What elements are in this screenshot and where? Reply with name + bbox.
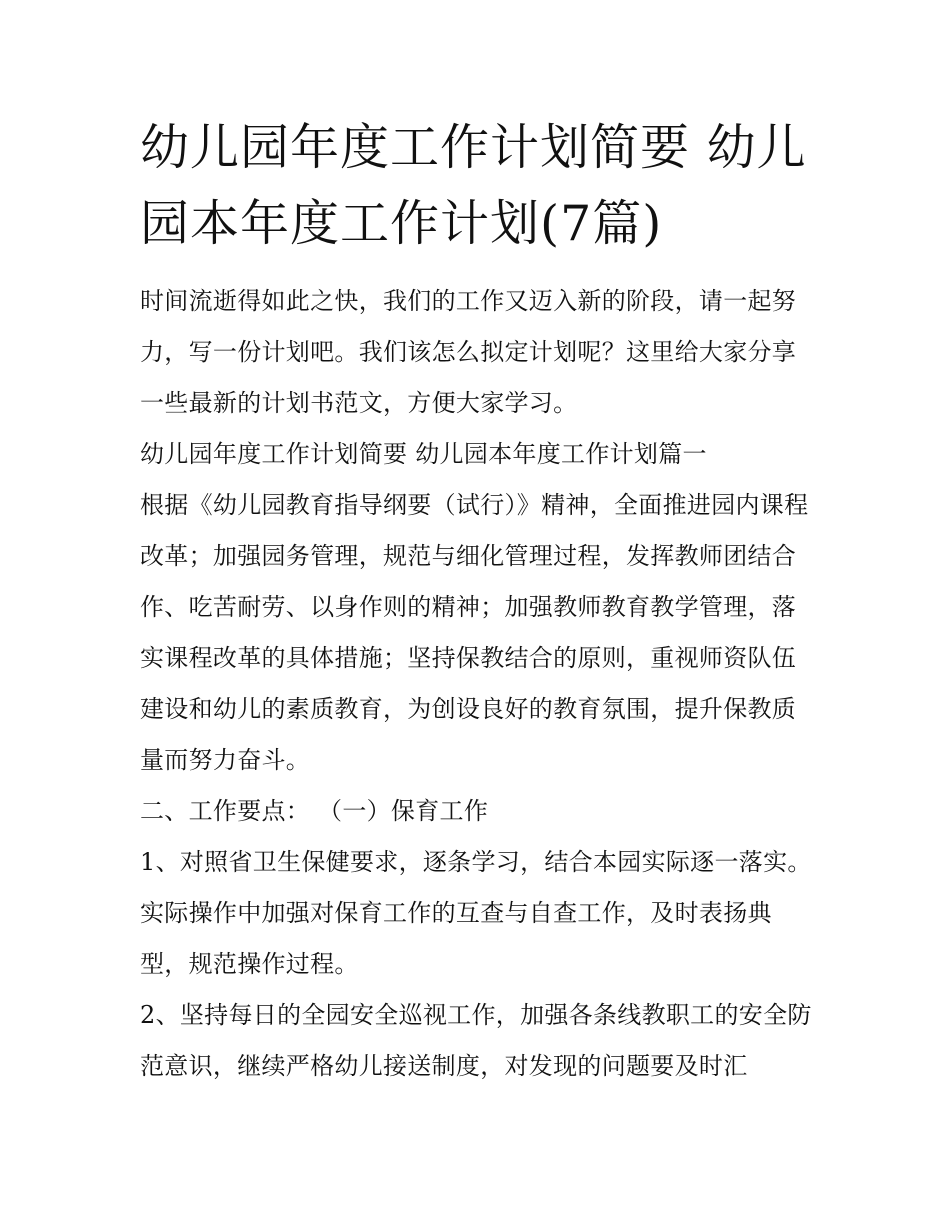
work-item-1: 1、对照省卫生保健要求，逐条学习，结合本园实际逐一落实。实际操作中加强对保育工作的互查与自查工作，及时表扬典型，规范操作过程。 — [140, 848, 812, 978]
work-item-2: 2、坚持每日的全园安全巡视工作，加强各条线教职工的安全防范意识，继续严格幼儿接送制度，对发现的问题要及时汇 — [140, 1001, 812, 1080]
guideline-paragraph: 根据《幼儿园教育指导纲要（试行）》精神，全面推进园内课程改革；加强园务管理，规范与细化管理过程，发挥教师团结合作、吃苦耐劳、以身作则的精神；加强教师教育教学管理，落实课程改革的具体措施；坚持保教结合的原则，重视师资队伍建设和幼儿的素质教育，为创设良好的教育氛围，提升保教质量而努力奋斗。 — [140, 491, 809, 774]
document-title: 幼儿园年度工作计划简要 幼儿园本年度工作计划(7篇) — [140, 119, 807, 252]
document-page — [140, 110, 820, 1092]
section-heading: 幼儿园年度工作计划简要 幼儿园本年度工作计划篇一 — [140, 440, 707, 468]
intro-paragraph: 时间流逝得如此之快，我们的工作又迈入新的阶段，请一起努力，写一份计划吧。我们该怎么拟定计划呢？这里给大家分享一些最新的计划书范文，方便大家学习。 — [140, 287, 797, 417]
work-points-heading: 二、工作要点： （一）保育工作 — [140, 797, 489, 825]
